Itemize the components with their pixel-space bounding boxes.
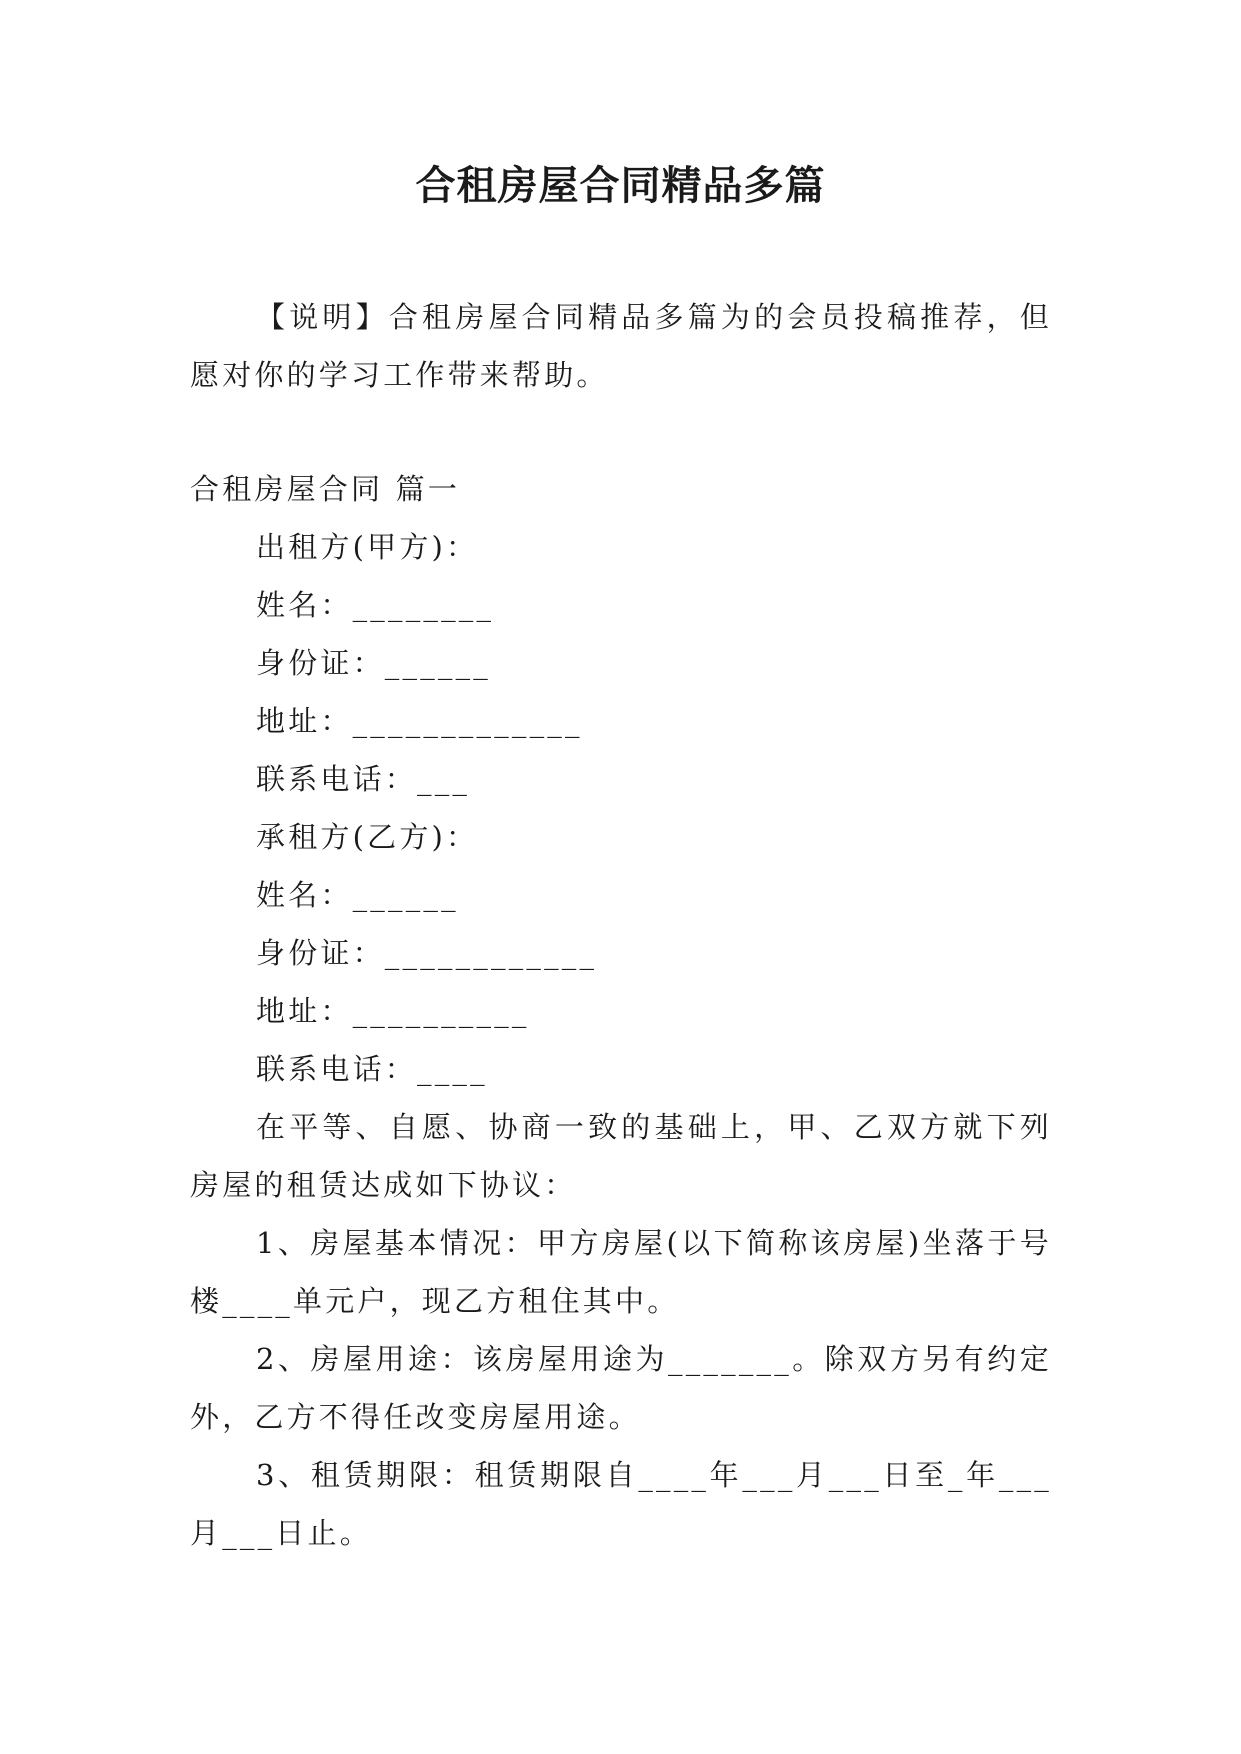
- clause-1-paragraph: 1、房屋基本情况：甲方房屋(以下简称该房屋)坐落于号楼____单元户，现乙方租住其中。: [190, 1226, 1052, 1318]
- lessee-heading: 承租方(乙方)：: [256, 820, 479, 854]
- intro-block: [190, 288, 1052, 404]
- lessor-heading: 出租方(甲方)：: [256, 530, 479, 564]
- lessor-name-field: 姓名：________: [256, 588, 495, 622]
- contract-body: [190, 460, 1052, 1562]
- clause-2-paragraph: 2、房屋用途：该房屋用途为_______。除双方另有约定外，乙方不得任改变房屋用途。: [190, 1342, 1052, 1434]
- lessor-phone-field: 联系电话：___: [256, 762, 471, 796]
- lessee-id-field: 身份证：____________: [256, 936, 598, 970]
- clause-3-paragraph: 3、租赁期限：租赁期限自____年___月___日至_年___月___日止。: [190, 1458, 1052, 1550]
- lessee-phone-field: 联系电话：____: [256, 1052, 488, 1086]
- intro-paragraph: 【说明】合租房屋合同精品多篇为的会员投稿推荐，但愿对你的学习工作带来帮助。: [190, 300, 1052, 392]
- preamble-paragraph: 在平等、自愿、协商一致的基础上，甲、乙双方就下列房屋的租赁达成如下协议：: [190, 1110, 1052, 1202]
- lessee-name-field: 姓名：______: [256, 878, 459, 912]
- lessor-id-field: 身份证：______: [256, 646, 492, 680]
- lessor-address-field: 地址：_____________: [256, 704, 583, 738]
- lessee-address-field: 地址：__________: [256, 994, 530, 1028]
- document-title: 合租房屋合同精品多篇: [415, 162, 826, 209]
- section-heading: 合租房屋合同 篇一: [190, 472, 461, 506]
